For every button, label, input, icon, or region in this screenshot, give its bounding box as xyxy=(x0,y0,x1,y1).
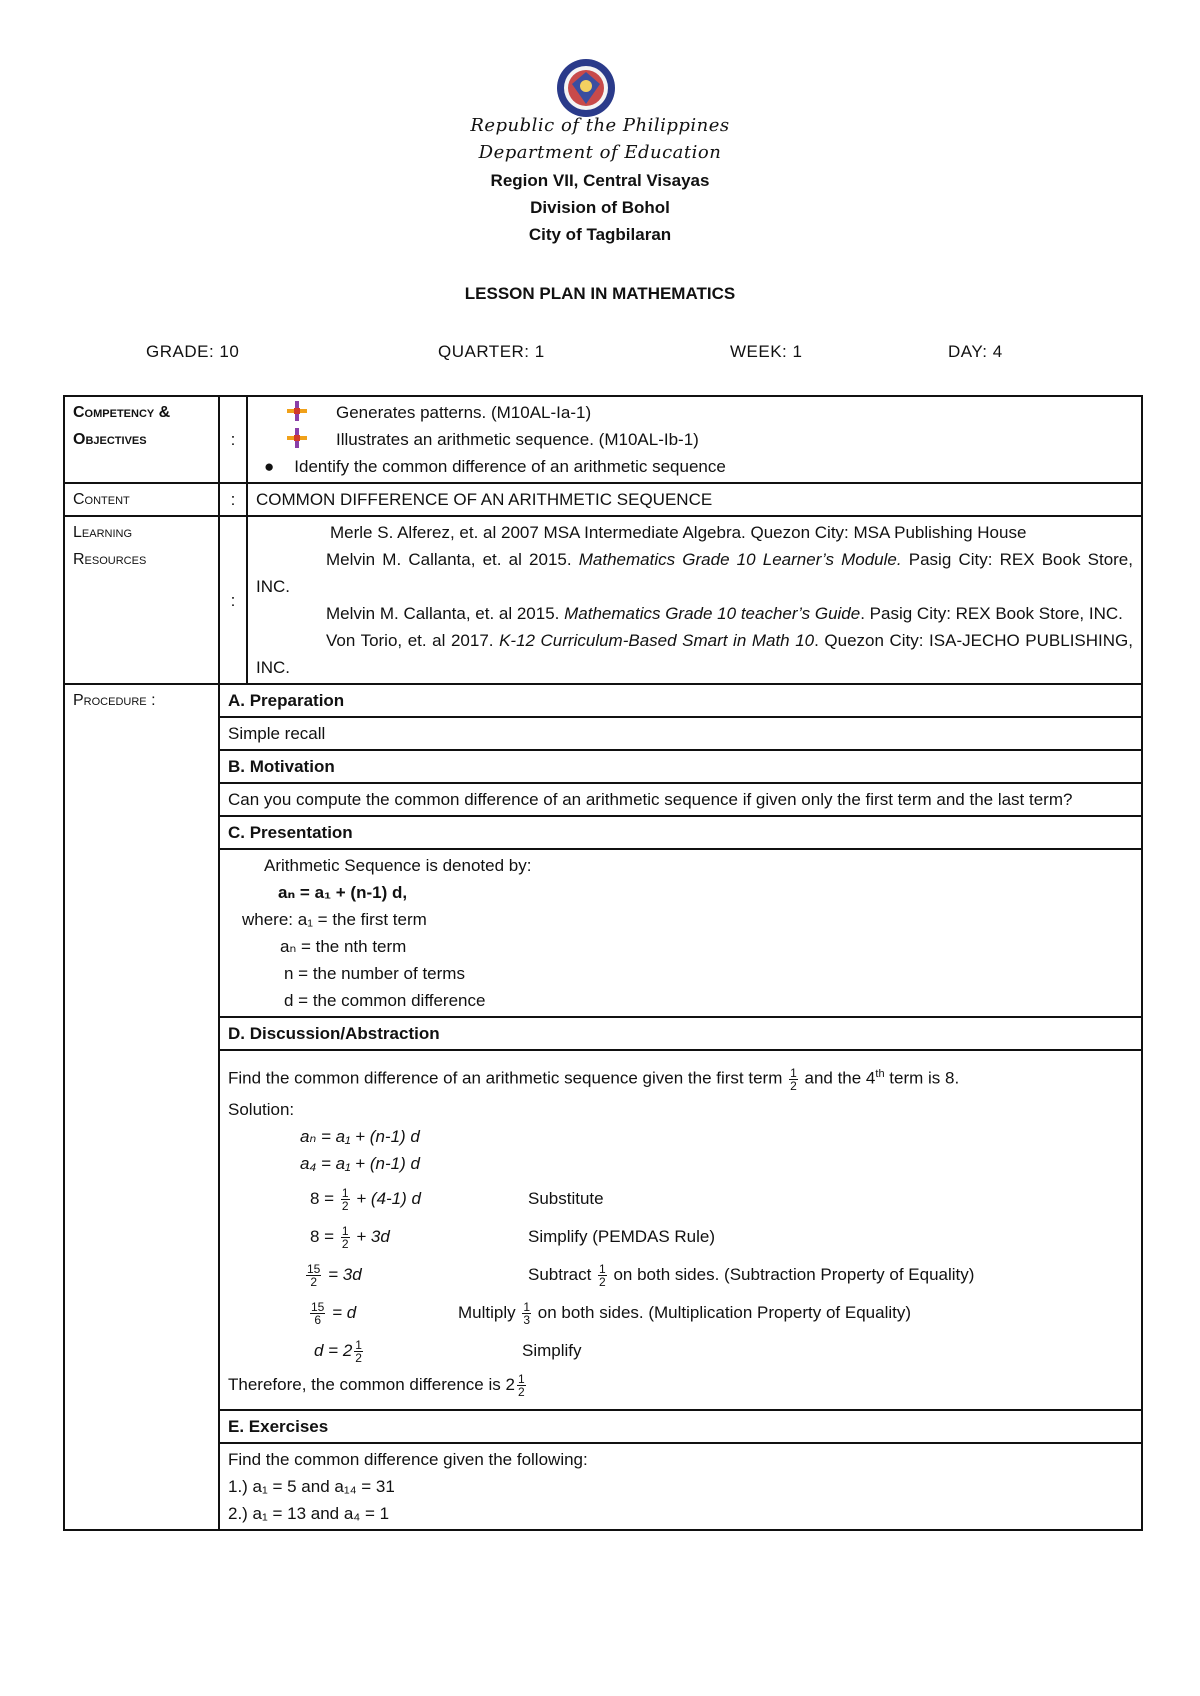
resource-item: Merle S. Alferez, et. al 2007 MSA Intermediate Algebra. Quezon City: MSA Publishing House xyxy=(330,523,1027,542)
plus-bullet-icon xyxy=(286,428,308,450)
section-a-title: A. Preparation xyxy=(220,685,1141,717)
content-row xyxy=(64,483,1142,516)
section-b-text: Can you compute the common difference of an arithmetic sequence if given only the first term and the last term? xyxy=(220,783,1141,816)
week-label: WEEK: 1 xyxy=(730,342,803,361)
grade-label: GRADE: 10 xyxy=(146,342,240,361)
competency-items xyxy=(247,396,1142,483)
header-division: Division of Bohol xyxy=(530,198,670,217)
section-e-body: Find the common difference given the following: 1.) a₁ = 5 and a₁₄ = 31 2.) a₁ = 13 and a₄ = 1 xyxy=(220,1443,1141,1529)
resources-label: Learning Resources xyxy=(64,516,219,684)
quarter-label: QUARTER: 1 xyxy=(438,342,545,361)
step-2: a₄ = a₁ + (n-1) d xyxy=(300,1153,420,1173)
lesson-table xyxy=(63,395,1143,1531)
section-b-title: B. Motivation xyxy=(220,750,1141,783)
objective-item: Illustrates an arithmetic sequence. (M10AL-Ib-1) xyxy=(248,426,1133,453)
d-conclusion: Therefore, the common difference is 2 $\frac{1}{2}$ xyxy=(228,1371,525,1399)
procedure-row xyxy=(64,684,1142,1530)
section-e-title: E. Exercises xyxy=(220,1410,1141,1443)
d-solution-label: Solution: xyxy=(228,1099,295,1119)
resources-row xyxy=(64,516,1142,684)
page-title: LESSON PLAN IN MATHEMATICS xyxy=(464,284,736,303)
resources-colon: : xyxy=(219,516,247,684)
exercise-item: 2.) a₁ = 13 and a₄ = 1 xyxy=(228,1503,390,1523)
resource-item: Melvin M. Callanta, et. al 2015. Mathematics Grade 10 teacher’s Guide. Pasig City: REX Book Store, INC. xyxy=(326,604,1123,623)
competency-colon: : xyxy=(219,396,247,483)
objective-item: Generates patterns. (M10AL-Ia-1) xyxy=(248,399,1133,426)
competency-label: Competency & Objectives xyxy=(64,396,219,483)
header-republic: Republic of the Philippines xyxy=(470,115,730,136)
step-1: aₙ = a₁ + (n-1) d xyxy=(300,1126,420,1146)
resources-list xyxy=(247,516,1142,684)
bullet-icon: ● xyxy=(264,457,275,476)
step-7: d = 2 $\frac{1}{2}$ Simplify xyxy=(314,1337,582,1365)
section-c-title: C. Presentation xyxy=(220,816,1141,849)
d-problem: Find the common difference of an arithmetic sequence given the first term $\frac{1}{2}$ and the 4th term is 8. xyxy=(228,1065,960,1093)
header-region: Region VII, Central Visayas xyxy=(490,171,710,190)
content-value: COMMON DIFFERENCE OF AN ARITHMETIC SEQUENCE xyxy=(247,483,1142,516)
procedure-table xyxy=(220,685,1141,1529)
resource-item: Von Torio, et. al 2017. K-12 Curriculum-Based Smart in Math 10. Quezon City: ISA-JECHO PUBLISHING, INC. xyxy=(256,631,1133,677)
step-5: $\frac{15}{2}$ = 3d Subtract $\frac{1}{2}$ on both sides. (Subtraction Property of Equality) xyxy=(307,1261,975,1289)
header-city: City of Tagbilaran xyxy=(528,225,672,244)
objective-item: ● Identify the common difference of an arithmetic sequence xyxy=(264,457,726,476)
exercise-item: 1.) a₁ = 5 and a₁₄ = 31 xyxy=(228,1476,395,1496)
deped-seal-icon xyxy=(556,58,616,118)
section-a-text: Simple recall xyxy=(220,717,1141,750)
header-department: Department of Education xyxy=(478,142,722,163)
section-d-title: D. Discussion/Abstraction xyxy=(220,1017,1141,1050)
content-label: Content xyxy=(64,483,219,516)
day-label: DAY: 4 xyxy=(948,342,1003,361)
plus-bullet-icon xyxy=(286,401,308,423)
section-c-body: Arithmetic Sequence is denoted by: aₙ = a₁ + (n-1) d, where: a₁ = the first term aₙ = the nth term n = the number of terms d = the common difference xyxy=(220,849,1141,1017)
step-3: 8 = $\frac{1}{2}$ + (4-1) d Substitute xyxy=(310,1185,604,1213)
section-d-body xyxy=(220,1050,1141,1410)
procedure-label: Procedure : xyxy=(64,684,219,1530)
step-4: 8 = $\frac{1}{2}$ + 3d Simplify (PEMDAS Rule) xyxy=(310,1223,716,1251)
content-colon: : xyxy=(219,483,247,516)
resource-item: Melvin M. Callanta, et. al 2015. Mathematics Grade 10 Learner’s Module. Pasig City: REX Book Store, INC. xyxy=(256,550,1133,596)
step-6: $\frac{15}{6}$ = d Multiply $\frac{1}{3}$ on both sides. (Multiplication Property of Equality) xyxy=(311,1299,912,1327)
competency-row xyxy=(64,396,1142,483)
